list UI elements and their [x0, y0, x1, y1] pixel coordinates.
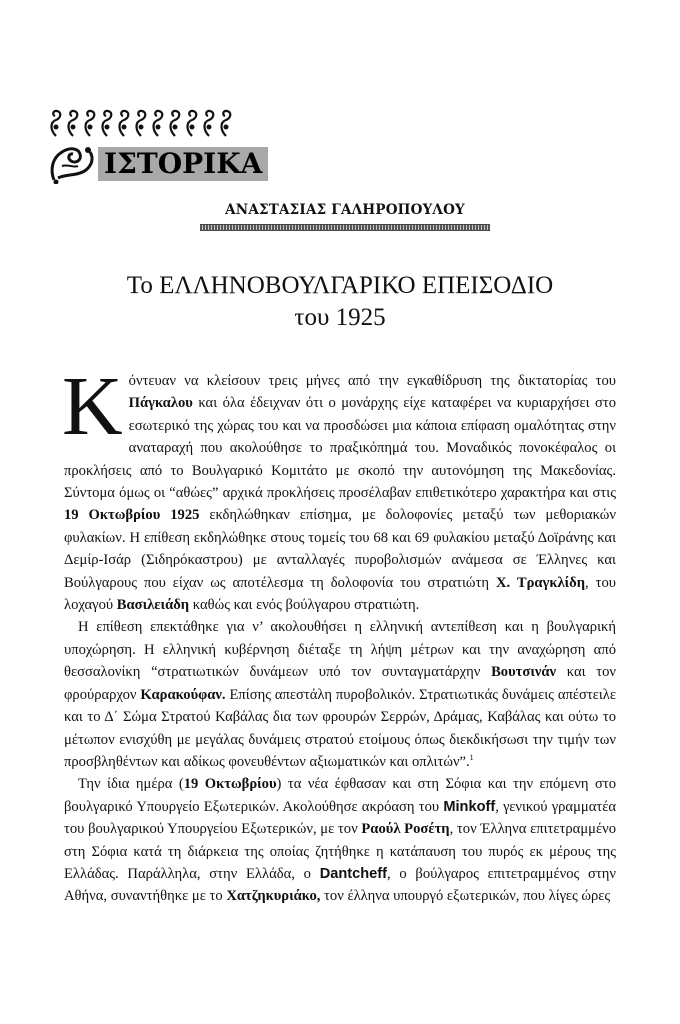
section-header — [48, 142, 268, 182]
emphasized-name: 19 Οκτωβρίου 1925 — [64, 507, 200, 524]
emphasized-name: Καρακούφαν. — [140, 686, 226, 703]
article-title-line-1: Το ΕΛΛΗΝΟΒΟΥΛΓΑΡΙΚΟ ΕΠΕΙΣΟΔΙΟ — [126, 272, 554, 299]
scroll-ornament-icon — [48, 108, 64, 138]
emphasized-name: Πάγκαλου — [128, 395, 193, 412]
text-run: και όλα έδειχναν ότι ο μονάρχης είχε καταφέρει να κυριαρχήσει στο εσωτερικό της χώρας του και να προσδώσει μια κάποια επίφαση ομαλότητας στην αναταραχή που ακολούθησε το πραξικόπημά του. Μοναδικός πονοκέφαλος οι προκλήσεις από το Βουλγαρικό Κομιτάτο με σκοπό την αυτονόμηση της Μακεδονίας. Σύντομα όμως οι “αθώες” αρχικά προκλήσεις προσέλαβαν επιθετικότερο χαρακτήρα και στις — [64, 395, 616, 502]
scroll-ornament-icon — [150, 108, 166, 138]
body-paragraph — [62, 360, 617, 616]
emphasized-name: Dantcheff — [319, 865, 387, 882]
scroll-ornament-icon — [99, 108, 115, 138]
text-run: Η επίθεση επεκτάθηκε για ν’ ακολουθήσει η ελληνική αντεπίθεση και η βουλγαρική υποχώρηση. Η ελληνική κυβέρνηση διέταξε τη λήψη μέτρων και την αναχώρηση από θεσσαλονίκη “στρατιωτικών δυνάμεων υπό τον συνταγματάρχην — [64, 619, 616, 681]
emphasized-name: Χ. Τραγκλίδη — [495, 574, 586, 591]
emphasized-name: Χατζηκυριάκο, — [226, 888, 321, 905]
text-run: , τον Έλληνα επιτετραμμένο στη Σόφια κατά τη διάρκεια της οποίας ζητήθηκε η κατάπαυση του πυρός εκ μέρους της Ελλάδας. Παράλληλα, στην Ελλάδα, ο — [64, 821, 616, 882]
drop-cap: Κ — [62, 360, 123, 453]
author-block — [200, 202, 490, 231]
text-run: και τον φρούραρχον — [64, 664, 616, 703]
emphasized-name: Minkoff — [443, 798, 496, 815]
scroll-ornament-icon — [65, 108, 81, 138]
ornament-border — [48, 105, 246, 141]
text-run: καθώς και ενός βούλγαρου στρατιώτη. — [189, 597, 420, 614]
section-title: ΙΣΤΟΡΙΚΑ — [98, 147, 268, 181]
text-run: Επίσης απεστάλη πυροβολικόν. Στρατιωτικάς δυνάμεις απέστειλε και το Δ΄ Σώμα Στρατού Καβάλας δια των φρουρών Σερρών, Δράμας, Καβάλας και ούτω το μέτωπον ενισχύθη με μεγάλας δυνάμεις στρατού ετοίμους όπως διεκδικήσωσι την τιμήν των προσβληθέντων και αδίκως φονευθέντων αξιωματικών και οπλιτών”. — [64, 686, 616, 770]
body-paragraph — [64, 773, 616, 907]
scroll-ornament-icon — [201, 108, 217, 138]
text-run: όντευαν να κλείσουν τρεις μήνες από την εγκαθίδρυση της δικτατορίας του — [128, 373, 616, 389]
article-title — [40, 270, 640, 334]
emphasized-name: Ραούλ Ροσέτη — [361, 821, 450, 838]
emphasized-name: Βουτσινάν — [491, 664, 557, 681]
text-run: , ο βούλγαρος επιτετραμμένος στην Αθήνα, συναντήθηκε με το — [64, 865, 617, 905]
scroll-ornament-icon — [82, 108, 98, 138]
scroll-ornament-icon — [116, 108, 132, 138]
text-run: ) τα νέα έφθασαν και στη Σόφια και την επόμενη στο βουλγαρικό Υπουργείο Εξωτερικών. Ακολούθησε ακρόαση του — [64, 776, 616, 815]
scroll-ornament-icon — [184, 108, 200, 138]
article-body — [62, 360, 617, 908]
text-run: , του λοχαγού — [64, 574, 616, 614]
author-name: ΑΝΑΣΤΑΣΙΑΣ ΓΑΛΗΡΟΠΟΥΛΟΥ — [225, 202, 465, 218]
text-run: , γενικού γραμματέα του βουλγαρικού Υπουργείου Εξωτερικών, με τον — [64, 798, 617, 838]
acanthus-ornament-icon — [48, 140, 98, 184]
scroll-ornament-icon — [133, 108, 149, 138]
body-paragraph — [64, 616, 616, 773]
text-run: εκδηλώθηκαν επίσημα, με δολοφονίες μεταξύ των μεθοριακών φυλακίων. Η επίθεση εκδηλώθηκε στους τομείς του 68 και 69 φυλακίου μεταξύ Δοϊράνης και Δεμίρ-Ισάρ (Σιδηρόκαστρου) με ανταλλαγές πυροβολισμών ανάμεσα σε Έλληνες και Βούλγαρους που είχαν ως αποτέλεσμα τη δολοφονία του στρατιώτη — [64, 507, 617, 591]
emphasized-name: Βασιλειάδη — [116, 597, 190, 614]
footnote-marker: 1 — [469, 753, 474, 763]
author-underline-rule — [200, 224, 490, 231]
scroll-ornament-icon — [218, 108, 234, 138]
text-run: τον έλληνα υπουργό εξωτερικών, που λίγες ώρες — [320, 888, 611, 905]
emphasized-name: 19 Οκτωβρίου — [183, 776, 277, 793]
article-title-line-2: του 1925 — [294, 304, 386, 331]
text-run: Την ίδια ημέρα ( — [78, 776, 184, 793]
scroll-ornament-icon — [167, 108, 183, 138]
